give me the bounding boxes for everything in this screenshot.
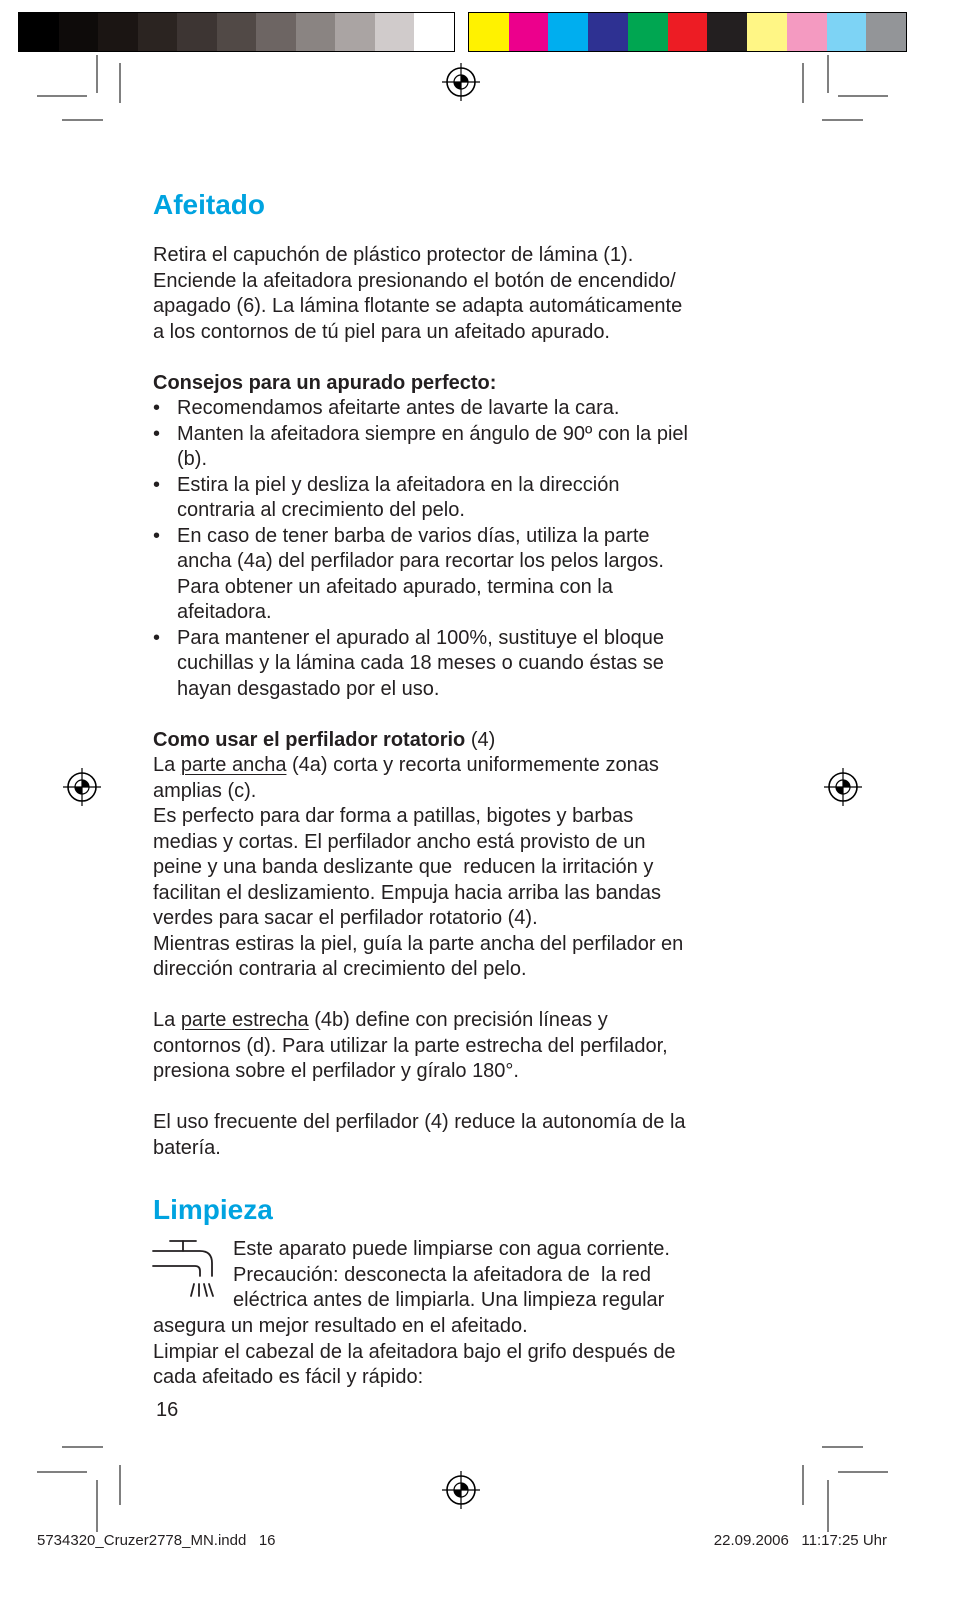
bullet: • (153, 473, 161, 496)
underlined-term-wide: parte ancha (180, 754, 287, 776)
slug-timestamp: 22.09.2006 11:17:25 Uhr (713, 1532, 887, 1549)
tips-list (153, 396, 933, 702)
trimmer-title (153, 728, 933, 754)
limpieza-text-beside-icon: Este aparato puede limpiarse con agua corriente. Precaución: desconecta la afeitadora de la red eléctrica antes de limpiarla. Una limpieza regular (233, 1238, 670, 1311)
page-number: 16 (156, 1399, 179, 1421)
intro-paragraph: Retira el capuchón de plástico protector de lámina (1). Enciende la afeitadora presionando el botón de encendido/ apagado (6). La lámina flotante se adapta automáticamente a los contornos de tú piel para un afeitado apurado. (153, 244, 683, 343)
limpieza-text-below-icon: asegura un mejor resultado en el afeitado. Limpiar el cabezal de la afeitadora bajo el grifo después de cada afeitado es fácil y rápido: (153, 1315, 676, 1388)
narrow-text: (4b) define con precisión líneas y contornos (d). Para utilizar la parte estrecha del perfilador, presiona sobre el perfilador y gíralo 180°. (153, 1009, 668, 1082)
trimmer-ref: (4) (465, 728, 496, 751)
list-item (153, 524, 933, 626)
faucet-icon (148, 1236, 218, 1302)
afeitado-body (153, 243, 933, 1161)
list-item-text: Para mantener el apurado al 100%, sustituye el bloque cuchillas y la lámina cada 18 meses o cuando éstas se hayan desgastado por el uso. (177, 626, 664, 700)
trimmer-wide-paragraph (153, 753, 933, 983)
section-heading-afeitado: Afeitado (153, 189, 265, 220)
registration-mark-icon (442, 63, 480, 101)
tips-title: Consejos para un apurado perfecto: (153, 371, 497, 394)
wide-text: (4a) corta y recorta uniformemente zonas amplias (c). Es perfecto para dar forma a patillas, bigotes y barbas medias y cortas. El perfilador ancho está provisto de un peine y una banda deslizante que reducen la irritación y facilitan el deslizamiento. Empuja hacia arriba las bandas verdes para sacar el perfilador rotatorio (4). Mientras estiras la piel, guía la parte ancha del perfilador en dirección contraria al crecimiento del pelo. (153, 754, 684, 980)
section-heading-limpieza: Limpieza (153, 1194, 273, 1225)
bullet: • (153, 422, 161, 445)
bullet: • (153, 397, 161, 419)
list-item-text: Recomendamos afeitarte antes de lavarte la cara. (177, 397, 620, 419)
list-item-text: En caso de tener barba de varios días, utiliza la parte ancha (4a) del perfilador para recortar los pelos largos. Para obtener un afeitado apurado, termina con la afeitadora. (177, 524, 664, 623)
wide-prefix: La (153, 754, 181, 776)
list-item-text: Estira la piel y desliza la afeitadora en la dirección contraria al crecimiento del pelo. (177, 473, 620, 521)
registration-mark-icon (63, 768, 101, 806)
narrow-prefix: La (153, 1009, 181, 1031)
list-item-text: Manten la afeitadora siempre en ángulo de 90º con la piel (b). (177, 422, 688, 470)
list-item (153, 422, 933, 473)
trimmer-narrow-paragraph (153, 1008, 933, 1085)
list-item (153, 396, 933, 422)
list-item (153, 626, 933, 703)
slug-file-name: 5734320_Cruzer2778_MN.indd 16 (37, 1532, 276, 1549)
battery-note: El uso frecuente del perfilador (4) reduce la autonomía de la batería. (153, 1111, 686, 1159)
bullet: • (153, 524, 161, 547)
registration-mark-icon (442, 1471, 480, 1509)
underlined-term-narrow: parte estrecha (180, 1009, 309, 1031)
trimmer-title-bold: Como usar el perfilador rotatorio (153, 728, 466, 751)
bullet: • (153, 626, 161, 649)
list-item (153, 473, 933, 524)
